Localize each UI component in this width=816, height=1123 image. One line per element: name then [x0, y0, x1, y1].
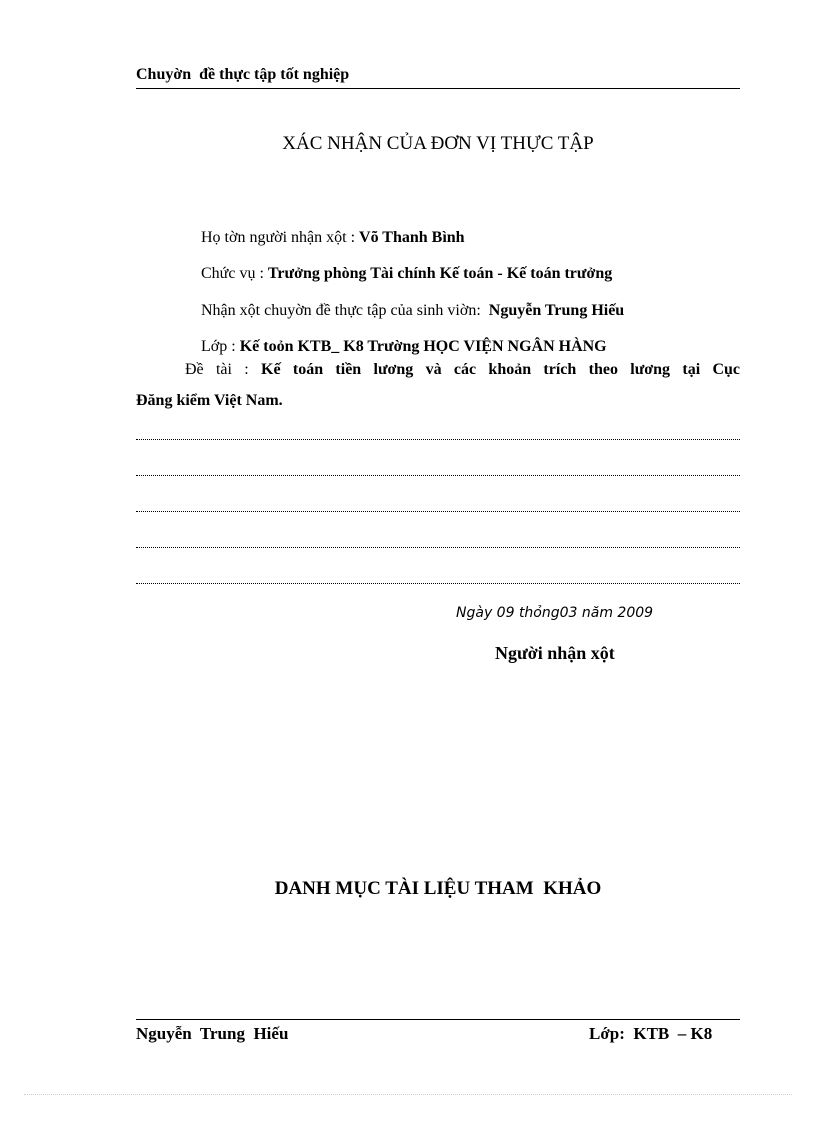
student-value: Nguyễn Trung Hiếu [488, 302, 625, 319]
comment-line-1 [136, 438, 740, 440]
references-title: DANH MỤC TÀI LIỆU THAM KHẢO [274, 878, 602, 899]
position-value: Trưởng phòng Tài chính Kế toán - Kế toán trưởng [267, 265, 613, 282]
footer-divider [136, 1019, 740, 1020]
comment-line-3 [136, 510, 740, 512]
page-header [136, 66, 740, 89]
class-value: Kế toỏn KTB_ K8 Trường HỌC VIỆN NGÂN HÀNG [239, 338, 607, 355]
page-title: XÁC NHẬN CỦA ĐƠN VỊ THỰC TẬP [282, 133, 594, 154]
topic-label: Đề tài : [185, 361, 262, 378]
class-label: Lớp : [201, 338, 240, 355]
student-label: Nhận xột chuyờn đề thực tập của sinh viờn: [201, 302, 489, 319]
comment-line-2 [136, 474, 740, 476]
topic-line-1 [136, 354, 740, 385]
header-text: Chuyờn đề thực tập tốt nghiệp [136, 66, 350, 83]
topic-value-line-1: Kế toán tiền lương và các khoản trích theo lương tại Cục [261, 361, 741, 378]
page-bottom-edge [24, 1094, 792, 1095]
position-label: Chức vụ : [201, 265, 268, 282]
footer-author: Nguyễn Trung Hiếu [136, 1024, 289, 1043]
topic-value-line-2: Đăng kiểm Việt Nam. [136, 392, 283, 409]
reviewer-name-label: Họ tờn người nhận xột : [201, 229, 360, 246]
signer-title: Người nhận xột [495, 643, 615, 663]
topic-field [136, 354, 740, 416]
comment-line-5 [136, 582, 740, 584]
reviewer-name-value: Võ Thanh Bình [359, 229, 465, 246]
signature-date: Ngày 09 thỏng03 năm 2009 [456, 605, 654, 621]
footer-class: Lớp: KTB – K8 [589, 1024, 713, 1043]
comment-line-4 [136, 546, 740, 548]
